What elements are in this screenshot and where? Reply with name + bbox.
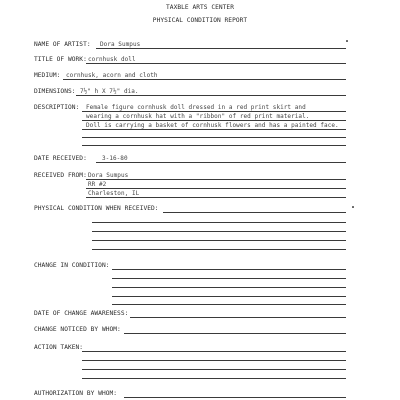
artist-label: NAME OF ARTIST: (34, 41, 91, 48)
change-rule-1 (112, 269, 346, 270)
action-label: ACTION TAKEN: (34, 344, 84, 351)
received-from-line-3: Charleston, IL (88, 190, 140, 197)
org-title: TAXBLE ARTS CENTER (166, 4, 234, 11)
medium-value: cornhusk, acorn and cloth (66, 72, 158, 79)
medium-line (63, 79, 346, 80)
change-label: CHANGE IN CONDITION: (34, 262, 110, 269)
artist-value: Dora Sumpus (100, 41, 141, 48)
description-label: DESCRIPTION: (34, 104, 80, 111)
title-line (86, 63, 346, 64)
authorization-label: AUTHORIZATION BY WHOM: (34, 390, 118, 397)
description-line-3: Doll is carrying a basket of cornhusk flowers and has a painted face. (86, 122, 339, 129)
action-rule-2 (82, 360, 346, 361)
received-from-line-1: Dora Sumpus (88, 172, 129, 179)
date-received-value: 3-16-80 (102, 155, 128, 162)
title-value: cornhusk doll (88, 56, 136, 63)
received-from-rule-2 (86, 188, 346, 189)
description-rule-1 (82, 111, 346, 112)
action-rule-3 (82, 369, 346, 370)
change-rule-3 (112, 287, 346, 288)
dimensions-line (76, 95, 346, 96)
date-received-line (96, 162, 346, 163)
awareness-label: DATE OF CHANGE AWARENESS: (34, 310, 129, 317)
margin-mark (352, 206, 354, 208)
description-rule-4 (82, 137, 346, 138)
physical-rule-4 (92, 240, 346, 241)
change-rule-4 (112, 296, 346, 297)
received-from-line-2: RR #2 (88, 181, 107, 188)
received-from-rule-3 (86, 197, 346, 198)
physical-condition-label: PHYSICAL CONDITION WHEN RECEIVED: (34, 205, 159, 212)
artist-line (96, 48, 346, 49)
authorization-line (124, 397, 346, 398)
margin-mark (346, 40, 348, 42)
noticed-line (124, 333, 346, 334)
change-rule-5 (112, 304, 346, 305)
action-rule-1 (82, 351, 346, 352)
description-line-1: Female figure cornhusk doll dressed in a red print skirt and (86, 104, 306, 111)
change-rule-2 (112, 278, 346, 279)
description-rule-3 (82, 129, 346, 130)
dimensions-value: 7½" h X 7½" dia. (80, 88, 139, 95)
title-label: TITLE OF WORK: (34, 56, 87, 63)
physical-rule-1 (163, 212, 346, 213)
description-rule-5 (82, 145, 346, 146)
received-from-rule-1 (86, 179, 346, 180)
report-title: PHYSICAL CONDITION REPORT (152, 17, 248, 24)
noticed-label: CHANGE NOTICED BY WHOM: (34, 326, 121, 333)
received-from-label: RECEIVED FROM: (34, 172, 87, 179)
medium-label: MEDIUM: (34, 72, 61, 79)
date-received-label: DATE RECEIVED: (34, 155, 87, 162)
physical-rule-5 (92, 249, 346, 250)
description-line-2: wearing a cornhusk hat with a "ribbon" of red print material. (86, 113, 310, 120)
physical-rule-2 (92, 222, 346, 223)
action-rule-4 (82, 378, 346, 379)
description-rule-2 (82, 120, 346, 121)
physical-rule-3 (92, 231, 346, 232)
dimensions-label: DIMENSIONS: (34, 88, 76, 95)
awareness-line (130, 317, 346, 318)
